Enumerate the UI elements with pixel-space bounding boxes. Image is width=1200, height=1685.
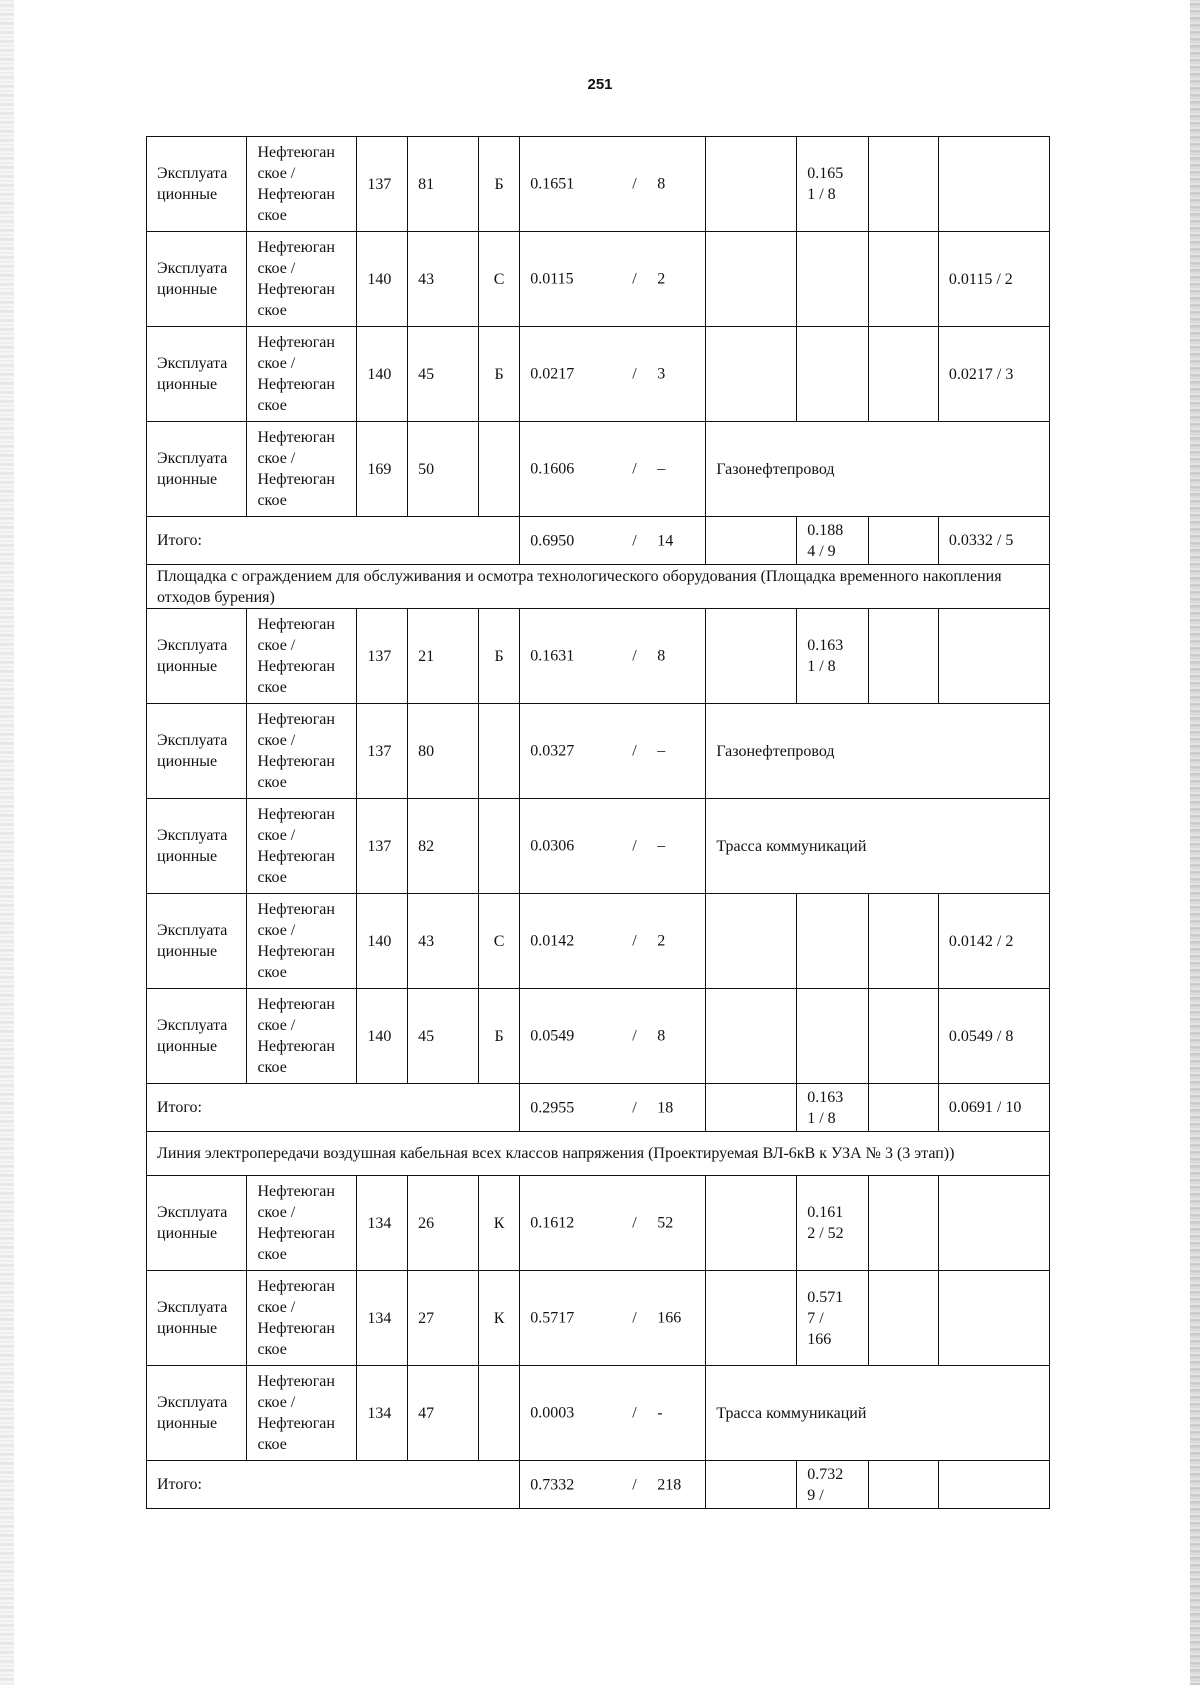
forest-plots-table bbox=[146, 136, 1050, 1509]
empty-cell bbox=[706, 1176, 797, 1271]
count-value: 2 bbox=[657, 932, 666, 950]
table-row bbox=[147, 989, 1050, 1084]
empty-cell bbox=[706, 1271, 797, 1366]
forest-type: Эксплуата ционные bbox=[147, 1176, 247, 1271]
section-number: 45 bbox=[408, 327, 479, 422]
count-value: 218 bbox=[657, 1476, 682, 1493]
count-value: – bbox=[657, 742, 666, 760]
table-row bbox=[147, 232, 1050, 327]
section-number: 80 bbox=[408, 704, 479, 799]
slash-separator: / bbox=[632, 837, 637, 855]
forest-type: Эксплуата ционные bbox=[147, 1366, 247, 1461]
empty-cell bbox=[706, 609, 797, 704]
total-label: Итого: bbox=[147, 1084, 520, 1132]
slash-separator: / bbox=[632, 270, 637, 288]
count-value: 8 bbox=[657, 175, 666, 193]
category-letter bbox=[478, 799, 519, 894]
purpose-note: Газонефтепровод bbox=[706, 704, 1050, 799]
quarter-number: 134 bbox=[357, 1176, 408, 1271]
empty-cell bbox=[706, 1084, 797, 1132]
area-value: 0.6950 bbox=[530, 532, 575, 549]
count-value: – bbox=[657, 460, 666, 478]
empty-cell bbox=[706, 1461, 797, 1509]
slash-separator: / bbox=[632, 1309, 637, 1327]
table-row bbox=[147, 1176, 1050, 1271]
area-value: 0.2955 bbox=[530, 1099, 575, 1116]
table-row bbox=[147, 422, 1050, 517]
empty-cell bbox=[869, 1461, 939, 1509]
section-number: 47 bbox=[408, 1366, 479, 1461]
forestry-name: Нефтеюган ское / Нефтеюган ское bbox=[247, 609, 357, 704]
col8-value: 0.163 1 / 8 bbox=[797, 609, 869, 704]
forest-type: Эксплуата ционные bbox=[147, 1271, 247, 1366]
forest-type: Эксплуата ционные bbox=[147, 137, 247, 232]
col10-value bbox=[938, 1461, 1049, 1509]
area-value: 0.5717 bbox=[530, 1309, 575, 1327]
area-value: 0.1612 bbox=[530, 1214, 575, 1232]
section-number: 50 bbox=[408, 422, 479, 517]
total-row bbox=[147, 1461, 1050, 1509]
forestry-name: Нефтеюган ское / Нефтеюган ское bbox=[247, 232, 357, 327]
section-number: 43 bbox=[408, 894, 479, 989]
section-number: 27 bbox=[408, 1271, 479, 1366]
col10-value: 0.0217 / 3 bbox=[938, 327, 1049, 422]
purpose-note: Трасса коммуникаций bbox=[706, 799, 1050, 894]
table-row bbox=[147, 799, 1050, 894]
empty-cell bbox=[869, 232, 939, 327]
category-letter: Б bbox=[478, 137, 519, 232]
table-row bbox=[147, 1366, 1050, 1461]
area-count-cell bbox=[520, 137, 706, 232]
area-value: 0.0549 bbox=[530, 1027, 575, 1045]
slash-separator: / bbox=[632, 1099, 637, 1116]
section-number: 21 bbox=[408, 609, 479, 704]
empty-cell bbox=[869, 894, 939, 989]
col8-value: 0.188 4 / 9 bbox=[797, 517, 869, 565]
col10-value: 0.0142 / 2 bbox=[938, 894, 1049, 989]
category-letter: Б bbox=[478, 609, 519, 704]
area-count-cell bbox=[520, 1084, 706, 1132]
category-letter: Б bbox=[478, 989, 519, 1084]
category-letter: С bbox=[478, 894, 519, 989]
area-value: 0.1606 bbox=[530, 460, 575, 478]
area-value: 0.0115 bbox=[530, 270, 574, 288]
area-count-cell bbox=[520, 1176, 706, 1271]
quarter-number: 137 bbox=[357, 609, 408, 704]
forestry-name: Нефтеюган ское / Нефтеюган ское bbox=[247, 799, 357, 894]
forest-type: Эксплуата ционные bbox=[147, 232, 247, 327]
empty-cell bbox=[869, 1271, 939, 1366]
area-count-cell bbox=[520, 422, 706, 517]
forest-type: Эксплуата ционные bbox=[147, 609, 247, 704]
area-value: 0.0327 bbox=[530, 742, 575, 760]
quarter-number: 140 bbox=[357, 327, 408, 422]
scan-edge-right bbox=[1190, 0, 1200, 1685]
col8-value bbox=[797, 232, 869, 327]
count-value: 2 bbox=[657, 270, 666, 288]
quarter-number: 137 bbox=[357, 137, 408, 232]
col10-value bbox=[938, 1176, 1049, 1271]
slash-separator: / bbox=[632, 1214, 637, 1232]
forestry-name: Нефтеюган ское / Нефтеюган ское bbox=[247, 989, 357, 1084]
area-count-cell bbox=[520, 1271, 706, 1366]
category-letter bbox=[478, 422, 519, 517]
quarter-number: 134 bbox=[357, 1366, 408, 1461]
table-row bbox=[147, 327, 1050, 422]
empty-cell bbox=[869, 609, 939, 704]
area-count-cell bbox=[520, 1366, 706, 1461]
forest-type: Эксплуата ционные bbox=[147, 704, 247, 799]
category-letter: С bbox=[478, 232, 519, 327]
area-count-cell bbox=[520, 894, 706, 989]
area-value: 0.0306 bbox=[530, 837, 575, 855]
forestry-name: Нефтеюган ское / Нефтеюган ское bbox=[247, 422, 357, 517]
area-value: 0.1631 bbox=[530, 647, 575, 665]
table-row bbox=[147, 894, 1050, 989]
slash-separator: / bbox=[632, 1027, 637, 1045]
area-value: 0.7332 bbox=[530, 1476, 575, 1493]
empty-cell bbox=[869, 989, 939, 1084]
forestry-name: Нефтеюган ское / Нефтеюган ское bbox=[247, 1271, 357, 1366]
category-letter bbox=[478, 704, 519, 799]
empty-cell bbox=[869, 1176, 939, 1271]
empty-cell bbox=[706, 327, 797, 422]
col10-value bbox=[938, 137, 1049, 232]
col8-value bbox=[797, 894, 869, 989]
empty-cell bbox=[706, 232, 797, 327]
category-letter bbox=[478, 1366, 519, 1461]
slash-separator: / bbox=[632, 175, 637, 193]
col8-value bbox=[797, 989, 869, 1084]
slash-separator: / bbox=[632, 1476, 637, 1493]
area-count-cell bbox=[520, 232, 706, 327]
slash-separator: / bbox=[632, 460, 637, 478]
slash-separator: / bbox=[632, 647, 637, 665]
count-value: - bbox=[657, 1404, 663, 1422]
slash-separator: / bbox=[632, 532, 637, 549]
section-heading: Линия электропередачи воздушная кабельная всех классов напряжения (Проектируемая ВЛ-6кВ к УЗА № 3 (3 этап)) bbox=[147, 1132, 1050, 1176]
category-letter: К bbox=[478, 1271, 519, 1366]
forestry-name: Нефтеюган ское / Нефтеюган ское bbox=[247, 704, 357, 799]
slash-separator: / bbox=[632, 932, 637, 950]
count-value: 14 bbox=[657, 532, 674, 549]
table-row bbox=[147, 609, 1050, 704]
slash-separator: / bbox=[632, 365, 637, 383]
col8-value bbox=[797, 327, 869, 422]
empty-cell bbox=[706, 989, 797, 1084]
count-value: 52 bbox=[657, 1214, 674, 1232]
page-number: 251 bbox=[587, 76, 613, 93]
quarter-number: 140 bbox=[357, 989, 408, 1084]
col10-value: 0.0332 / 5 bbox=[938, 517, 1049, 565]
area-value: 0.0217 bbox=[530, 365, 575, 383]
count-value: 8 bbox=[657, 647, 666, 665]
section-number: 82 bbox=[408, 799, 479, 894]
empty-cell bbox=[869, 327, 939, 422]
quarter-number: 134 bbox=[357, 1271, 408, 1366]
table-row bbox=[147, 1271, 1050, 1366]
forestry-name: Нефтеюган ское / Нефтеюган ское bbox=[247, 1366, 357, 1461]
area-count-cell bbox=[520, 609, 706, 704]
empty-cell bbox=[869, 1084, 939, 1132]
forestry-name: Нефтеюган ское / Нефтеюган ское bbox=[247, 137, 357, 232]
area-count-cell bbox=[520, 327, 706, 422]
scan-edge-left bbox=[0, 0, 14, 1685]
section-number: 81 bbox=[408, 137, 479, 232]
section-number: 43 bbox=[408, 232, 479, 327]
col10-value: 0.0549 / 8 bbox=[938, 989, 1049, 1084]
category-letter: Б bbox=[478, 327, 519, 422]
forest-type: Эксплуата ционные bbox=[147, 894, 247, 989]
section-heading-row bbox=[147, 1132, 1050, 1176]
col10-value: 0.0691 / 10 bbox=[938, 1084, 1049, 1132]
forestry-name: Нефтеюган ское / Нефтеюган ское bbox=[247, 894, 357, 989]
total-row bbox=[147, 1084, 1050, 1132]
forest-type: Эксплуата ционные bbox=[147, 989, 247, 1084]
quarter-number: 140 bbox=[357, 894, 408, 989]
count-value: – bbox=[657, 837, 666, 855]
purpose-note: Газонефтепровод bbox=[706, 422, 1050, 517]
col8-value: 0.163 1 / 8 bbox=[797, 1084, 869, 1132]
slash-separator: / bbox=[632, 1404, 637, 1422]
section-heading: Площадка с ограждением для обслуживания и осмотра технологического оборудования (Площадка временного накопления отходов бурения) bbox=[147, 565, 1050, 609]
section-number: 45 bbox=[408, 989, 479, 1084]
area-count-cell bbox=[520, 799, 706, 894]
col10-value bbox=[938, 1271, 1049, 1366]
col8-value: 0.165 1 / 8 bbox=[797, 137, 869, 232]
total-row bbox=[147, 517, 1050, 565]
quarter-number: 137 bbox=[357, 799, 408, 894]
area-count-cell bbox=[520, 989, 706, 1084]
quarter-number: 137 bbox=[357, 704, 408, 799]
area-count-cell bbox=[520, 704, 706, 799]
section-number: 26 bbox=[408, 1176, 479, 1271]
slash-separator: / bbox=[632, 742, 637, 760]
col10-value: 0.0115 / 2 bbox=[938, 232, 1049, 327]
forest-type: Эксплуата ционные bbox=[147, 327, 247, 422]
empty-cell bbox=[706, 894, 797, 989]
table-row bbox=[147, 704, 1050, 799]
forest-type: Эксплуата ционные bbox=[147, 799, 247, 894]
purpose-note: Трасса коммуникаций bbox=[706, 1366, 1050, 1461]
quarter-number: 140 bbox=[357, 232, 408, 327]
count-value: 166 bbox=[657, 1309, 682, 1327]
area-count-cell bbox=[520, 1461, 706, 1509]
area-value: 0.0003 bbox=[530, 1404, 575, 1422]
col8-value: 0.571 7 / 166 bbox=[797, 1271, 869, 1366]
forestry-name: Нефтеюган ское / Нефтеюган ское bbox=[247, 327, 357, 422]
forest-type: Эксплуата ционные bbox=[147, 422, 247, 517]
total-label: Итого: bbox=[147, 1461, 520, 1509]
area-value: 0.1651 bbox=[530, 175, 575, 193]
count-value: 8 bbox=[657, 1027, 666, 1045]
empty-cell bbox=[706, 517, 797, 565]
forestry-name: Нефтеюган ское / Нефтеюган ское bbox=[247, 1176, 357, 1271]
empty-cell bbox=[869, 517, 939, 565]
col10-value bbox=[938, 609, 1049, 704]
area-count-cell bbox=[520, 517, 706, 565]
section-heading-row bbox=[147, 565, 1050, 609]
quarter-number: 169 bbox=[357, 422, 408, 517]
total-label: Итого: bbox=[147, 517, 520, 565]
empty-cell bbox=[706, 137, 797, 232]
col8-value: 0.732 9 / bbox=[797, 1461, 869, 1509]
table-row bbox=[147, 137, 1050, 232]
empty-cell bbox=[869, 137, 939, 232]
count-value: 18 bbox=[657, 1099, 674, 1116]
area-value: 0.0142 bbox=[530, 932, 575, 950]
count-value: 3 bbox=[657, 365, 666, 383]
category-letter: К bbox=[478, 1176, 519, 1271]
col8-value: 0.161 2 / 52 bbox=[797, 1176, 869, 1271]
